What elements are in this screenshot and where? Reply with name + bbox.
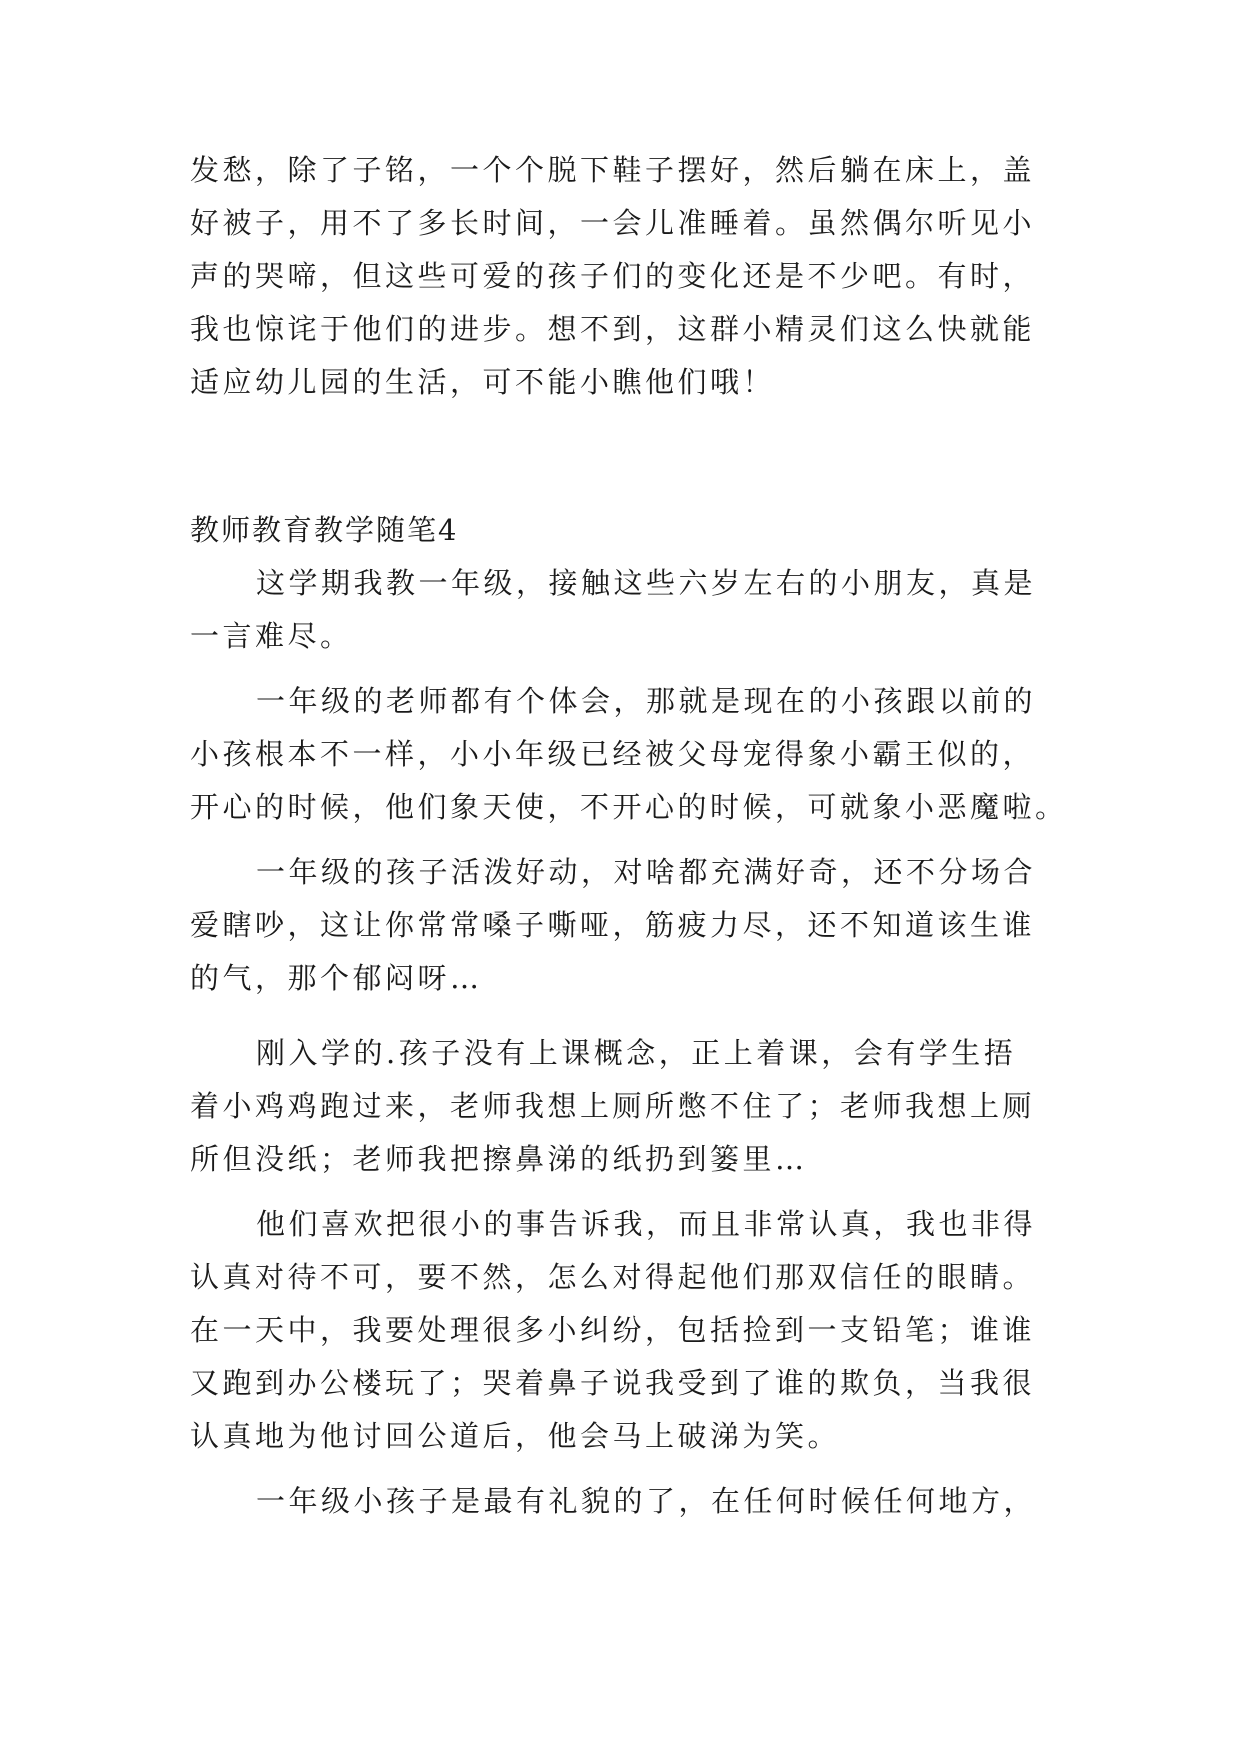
- text-line: 适应幼儿园的生活，可不能小瞧他们哦！: [190, 365, 776, 399]
- text-line: 一年级小孩子是最有礼貌的了，在任何时候任何地方，: [256, 1484, 1037, 1518]
- text-line: 好被子，用不了多长时间，一会儿准睡着。虽然偶尔听见小: [190, 206, 1036, 240]
- text-line: 一年级的孩子活泼好动，对啥都充满好奇，还不分场合: [256, 855, 1037, 889]
- text-line: 爱瞎吵，这让你常常嗓子嘶哑，筋疲力尽，还不知道该生谁: [190, 908, 1036, 942]
- text-line: 声的哭啼，但这些可爱的孩子们的变化还是不少吧。有时，: [190, 259, 1036, 293]
- text-line: 认真对待不可，要不然，怎么对得起他们那双信任的眼睛。: [190, 1260, 1036, 1294]
- text-line: 所但没纸；老师我把擦鼻涕的纸扔到篓里…: [190, 1142, 808, 1176]
- section-heading: 教师教育教学随笔4: [190, 513, 459, 547]
- text-line: 这学期我教一年级，接触这些六岁左右的小朋友，真是: [256, 566, 1037, 600]
- text-line: 认真地为他讨回公道后，他会马上破涕为笑。: [190, 1419, 841, 1453]
- text-line: 的气，那个郁闷呀…: [190, 961, 483, 995]
- text-line: 小孩根本不一样，小小年级已经被父母宠得象小霸王似的，: [190, 737, 1036, 771]
- text-line: 一言难尽。: [190, 619, 353, 653]
- text-line: 着小鸡鸡跑过来，老师我想上厕所憋不住了；老师我想上厕: [190, 1089, 1036, 1123]
- text-line: 他们喜欢把很小的事告诉我，而且非常认真，我也非得: [256, 1207, 1037, 1241]
- text-line: 一年级的老师都有个体会，那就是现在的小孩跟以前的: [256, 684, 1037, 718]
- text-line: 在一天中，我要处理很多小纠纷，包括捡到一支铅笔；谁谁: [190, 1313, 1036, 1347]
- text-line: 刚入学的.孩子没有上课概念，正上着课，会有学生捂: [256, 1036, 1017, 1070]
- text-line: 又跑到办公楼玩了；哭着鼻子说我受到了谁的欺负，当我很: [190, 1366, 1036, 1400]
- text-line: 发愁，除了子铭，一个个脱下鞋子摆好，然后躺在床上，盖: [190, 153, 1036, 187]
- text-line: 我也惊诧于他们的进步。想不到，这群小精灵们这么快就能: [190, 312, 1036, 346]
- text-line: 开心的时候，他们象天使，不开心的时候，可就象小恶魔啦。: [190, 790, 1068, 824]
